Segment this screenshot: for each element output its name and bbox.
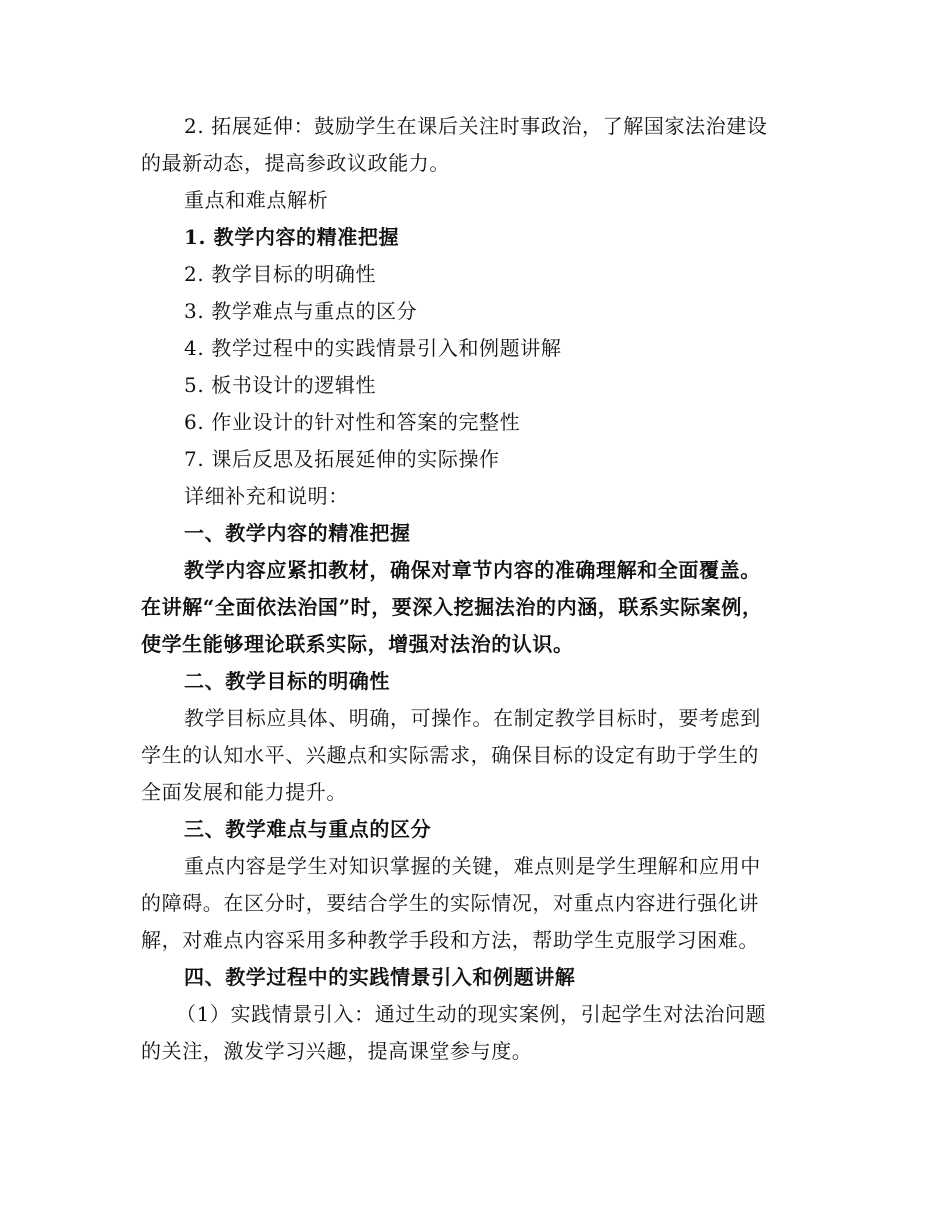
- section-3-heading: 三、教学难点与重点的区分: [184, 817, 432, 841]
- key-points-heading: 重点和难点解析: [184, 188, 329, 212]
- section-2-heading: 二、教学目标的明确性: [184, 669, 390, 693]
- key-point-item: 6. 作业设计的针对性和答案的完整性: [184, 410, 521, 434]
- key-point-item: 1. 教学内容的精准把握: [184, 225, 400, 249]
- key-point-item: 5. 板书设计的逻辑性: [184, 373, 377, 397]
- section-1-heading: 一、教学内容的精准把握: [184, 521, 411, 545]
- extension-paragraph-line-2: 的最新动态，提高参政议政能力。: [141, 151, 450, 175]
- key-point-item: 2. 教学目标的明确性: [184, 262, 377, 286]
- section-3-paragraph-line: 重点内容是学生对知识掌握的关键，难点则是学生理解和应用中: [184, 854, 761, 878]
- section-2-paragraph-line: 全面发展和能力提升。: [141, 780, 347, 804]
- section-3-paragraph-line: 的障碍。在区分时，要结合学生的实际情况，对重点内容进行强化讲: [141, 891, 759, 915]
- section-4-paragraph-line: 的关注，激发学习兴趣，提高课堂参与度。: [141, 1039, 533, 1063]
- extension-paragraph-line-1: 2. 拓展延伸：鼓励学生在课后关注时事政治，了解国家法治建设: [184, 114, 768, 138]
- supplement-intro: 详细补充和说明：: [184, 484, 349, 508]
- key-point-item: 7. 课后反思及拓展延伸的实际操作: [184, 447, 500, 471]
- section-1-paragraph-line: 使学生能够理论联系实际，增强对法治的认识。: [141, 632, 574, 656]
- key-point-item: 3. 教学难点与重点的区分: [184, 299, 418, 323]
- section-4-paragraph-line: （1）实践情景引入：通过生动的现实案例，引起学生对法治问题: [176, 1002, 767, 1026]
- section-1-paragraph-line: 在讲解“全面依法治国”时，要深入挖掘法治的内涵，联系实际案例，: [141, 595, 763, 619]
- section-1-paragraph-line: 教学内容应紧扣教材，确保对章节内容的准确理解和全面覆盖。: [184, 558, 761, 582]
- section-3-paragraph-line: 解，对难点内容采用多种教学手段和方法，帮助学生克服学习困难。: [141, 928, 759, 952]
- section-2-paragraph-line: 学生的认知水平、兴趣点和实际需求，确保目标的设定有助于学生的: [141, 743, 759, 767]
- section-2-paragraph-line: 教学目标应具体、明确，可操作。在制定教学目标时，要考虑到: [184, 706, 761, 730]
- section-4-heading: 四、教学过程中的实践情景引入和例题讲解: [184, 965, 576, 989]
- key-point-item: 4. 教学过程中的实践情景引入和例题讲解: [184, 336, 562, 360]
